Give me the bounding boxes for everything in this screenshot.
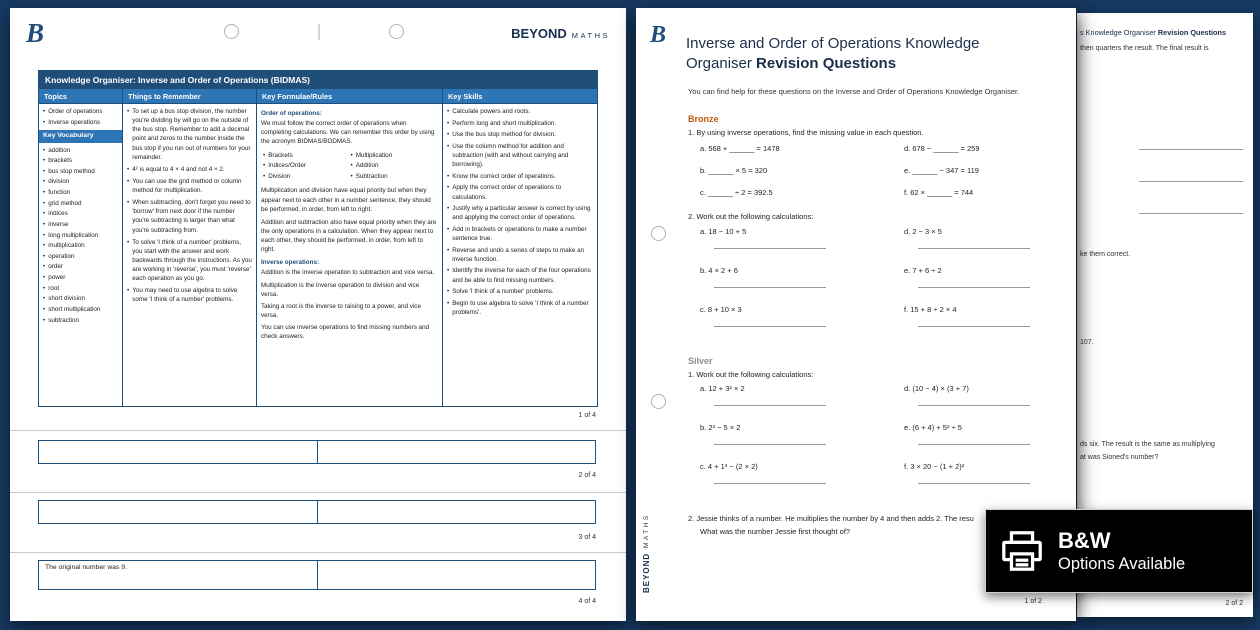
list-item: • function: [43, 189, 71, 197]
inverse-operations-text: [261, 268, 438, 341]
list-item: • Multiplication: [350, 151, 393, 159]
list-item: • bus stop method: [43, 167, 95, 175]
title-fragment-regular: s Knowledge Organiser: [1080, 28, 1158, 37]
acronym-right: [351, 151, 439, 183]
key-skills-column: [443, 89, 597, 406]
list-item: • When subtracting, don't forget you need to 'borrow' from next door if the number you're subtracting is larger than what you're subtracting from.: [127, 199, 251, 234]
page-number-1of2: 1 of 2: [1024, 598, 1042, 605]
topics-column: [39, 89, 123, 406]
brand-maths: MATHS: [643, 512, 650, 548]
printer-icon: [999, 528, 1045, 574]
bw-badge-subtitle: Options Available: [1058, 555, 1186, 574]
page-number-2of2: 2 of 2: [1225, 600, 1243, 607]
list-item: • Apply the correct order of operations to calculations.: [447, 184, 562, 201]
list-item: • Use the bus stop method for division.: [447, 131, 556, 139]
list-item: • Calculate powers and roots.: [447, 108, 531, 115]
acronym-left: [263, 151, 351, 183]
title-regular: Inverse and Order of Operations Knowledge Organiser: [686, 35, 980, 73]
bronze-section-label: Bronze: [688, 114, 719, 124]
list-item: b. 2³ − 5 × 2: [700, 423, 826, 445]
bw-badge-title: B&W: [1058, 527, 1111, 553]
page2-title-fragment: [1080, 28, 1226, 37]
binder-mark: [318, 24, 320, 40]
silver-section-label: Silver: [688, 356, 713, 366]
list-item: • Solve 'I think of a number' problems.: [447, 288, 554, 296]
question-fragment: ke them correct.: [1080, 251, 1131, 258]
list-item: d. (10 − 4) × (3 + 7): [904, 384, 1030, 406]
list-item: • Addition: [350, 162, 379, 170]
topics-list: [43, 107, 118, 127]
remember-list: [127, 107, 252, 305]
silver-q1-right: [904, 384, 1030, 501]
list-item: d. 678 − ______ = 259: [904, 144, 980, 153]
bw-options-badge: [985, 509, 1253, 593]
list-item: f. 62 × ______ = 744: [904, 188, 974, 197]
list-item: Taking a root is the inverse to raising to a power, and vice versa.: [261, 302, 421, 319]
bronze-q1-right: [904, 144, 980, 210]
list-item: e. ______ − 347 = 119: [904, 166, 979, 175]
list-item: • operation: [43, 252, 75, 260]
list-item: • division: [43, 178, 70, 186]
question-fragment: 107.: [1080, 339, 1094, 346]
bidmas-acronym: [263, 151, 438, 183]
beyond-logo-icon: B: [650, 22, 667, 48]
list-item: • grid method: [43, 199, 82, 207]
list-item: b. 4 × 2 + 6: [700, 266, 826, 288]
list-item: a. 12 + 3² × 2: [700, 384, 826, 406]
list-item: You can use inverse operations to find missing numbers and check answers.: [261, 324, 430, 341]
silver-q1-text: 1. Work out the following calculations:: [688, 370, 814, 379]
beyond-logo-icon: B: [26, 18, 45, 48]
list-item: • Brackets: [263, 151, 293, 159]
priority-paragraph-1: Multiplication and division have equal priority but when they appear next to each other in a number sentence, they should be performed, in order, from left to right.: [261, 187, 431, 213]
page3-table-row: [38, 500, 596, 524]
knowledge-organiser-document: [10, 8, 626, 621]
list-item: • root: [43, 284, 60, 292]
list-item: • 4² is equal to 4 × 4 and not 4 × 2.: [127, 165, 225, 173]
list-item: c. ______ ÷ 2 = 392.5: [700, 188, 773, 197]
list-item: d. 2 − 3 × 5: [904, 227, 1030, 249]
silver-q1-left: [700, 384, 826, 501]
list-item: • Perform long and short multiplication.: [447, 119, 557, 127]
list-item: • order: [43, 263, 63, 271]
page4-table-row: [38, 560, 596, 590]
column-header-topics: Topics: [39, 89, 122, 104]
page-title: [686, 34, 1034, 75]
order-of-operations-heading: Order of operations:: [261, 110, 322, 117]
brand-beyond: BEYOND: [642, 552, 651, 593]
page-edge: [10, 492, 626, 493]
column-header-skills: Key Skills: [443, 89, 597, 104]
list-item: e. (6 + 4) + 5² ÷ 5: [904, 423, 1030, 445]
list-item: • subtraction: [43, 316, 80, 324]
list-item: • inverse: [43, 220, 69, 228]
binder-hole-icon: [651, 394, 666, 409]
list-item: • To solve 'I think of a number' problems, you start with the answer and work backwards through the instructions. As you are working in 'reverse', you must 'reverse' each operation as you go.: [127, 238, 252, 283]
list-item: e. 7 + 6 ÷ 2: [904, 266, 1030, 288]
beyond-maths-vertical-logo: [642, 513, 651, 593]
knowledge-organiser-table: [38, 70, 598, 407]
list-item: a. 18 − 10 + 5: [700, 227, 826, 249]
page-edge: [10, 552, 626, 553]
brand-maths: MATHS: [571, 31, 610, 40]
list-item: • brackets: [43, 157, 73, 165]
list-item: b. ______ × 5 = 320: [700, 166, 768, 175]
list-item: f. 15 + 8 ÷ 2 × 4: [904, 305, 1030, 327]
list-item: c. 8 + 10 × 3: [700, 305, 826, 327]
things-to-remember-column: [123, 89, 257, 406]
list-item: • Justify why a particular answer is correct by using and applying the correct order of operations.: [447, 205, 591, 222]
list-item: • Order of operations: [43, 108, 103, 115]
page4-answer-text: The original number was 9.: [45, 564, 127, 571]
list-item: • Indices/Order: [263, 162, 307, 170]
list-item: • short division: [43, 295, 85, 303]
question-fragment: at was Sioned's number?: [1080, 454, 1159, 461]
bronze-q2-left: [700, 227, 826, 344]
list-item: • Inverse operations: [43, 118, 101, 126]
list-item: • Subtraction: [350, 172, 388, 180]
list-item: • You can use the grid method or column method for multiplication.: [127, 177, 242, 194]
list-item: a. 568 + ______ = 1478: [700, 144, 780, 153]
column-header-formulae: Key Formulae/Rules: [257, 89, 442, 104]
list-item: • long multiplication: [43, 231, 99, 239]
silver-q2-line1: 2. Jessie thinks of a number. He multiplies the number by 4 and then adds 2. The resu: [688, 514, 974, 523]
page-number-2of4: 2 of 4: [578, 472, 596, 479]
key-formulae-column: [257, 89, 443, 406]
answer-line: [1139, 213, 1243, 214]
list-item: Addition is the inverse operation to subtraction and vice versa.: [261, 269, 435, 277]
list-item: • Identify the inverse for each of the four operations and be able to find missing numbers.: [447, 267, 591, 284]
answer-line: [1139, 181, 1243, 182]
beyond-maths-logo: [511, 26, 610, 41]
priority-paragraph-2: Addition and subtraction also have equal priority when they are the only operations in a calculation. When they appear next to each other, they should be performed, in order, from left to right.: [261, 218, 437, 254]
bronze-q1-left: [700, 144, 780, 210]
vocabulary-list: [43, 146, 118, 325]
page-number-3of4: 3 of 4: [578, 534, 596, 541]
brand-beyond: BEYOND: [511, 26, 567, 41]
list-item: • Use the column method for addition and subtraction (with and without carrying and borrowing).: [447, 142, 569, 169]
list-item: • power: [43, 274, 66, 282]
intro-text: You can find help for these questions on the Inverse and Order of Operations Knowledge Organiser.: [688, 87, 1020, 96]
page-number-1of4: 1 of 4: [578, 412, 596, 419]
key-vocabulary-header: Key Vocabulary: [39, 130, 122, 143]
list-item: • indices: [43, 210, 68, 218]
bronze-q2-text: 2. Work out the following calculations:: [688, 212, 814, 221]
page2-table-row: [38, 440, 596, 464]
table-title: Knowledge Organiser: Inverse and Order of Operations (BIDMAS): [39, 71, 597, 89]
bronze-q2-right: [904, 227, 1030, 344]
list-item: • multiplication: [43, 242, 85, 250]
list-item: • To set up a bus stop division, the number you're dividing by will go on the outside of the bus stop. Remember to add a decimal point and zeros to the number inside the bus stop if you run out of numbers for your remainder.: [127, 108, 251, 161]
list-item: • You may need to use algebra to solve some 'I think of a number' problems.: [127, 287, 238, 304]
silver-q2-line2: What was the number Jessie first thought of?: [700, 527, 851, 536]
list-item: • Begin to use algebra to solve 'I think of a number problems'.: [447, 299, 589, 316]
question-fragment: ds six. The result is the same as multiplying: [1080, 441, 1215, 448]
column-header-remember: Things to Remember: [123, 89, 256, 104]
list-item: • short multiplication: [43, 305, 101, 313]
list-item: Multiplication is the inverse operation to division and vice versa.: [261, 281, 420, 298]
list-item: • Know the correct order of operations.: [447, 172, 556, 180]
list-item: • Reverse and undo a series of steps to make an inverse function.: [447, 246, 585, 263]
skills-list: [447, 107, 593, 317]
list-item: • Add in brackets or operations to make a number sentence true.: [447, 225, 587, 242]
list-item: • Division: [263, 172, 291, 180]
list-item: • addition: [43, 146, 71, 154]
page-edge: [10, 430, 626, 431]
list-item: c. 4 + 1³ − (2 × 2): [700, 462, 826, 484]
question-fragment: then quarters the result. The final result is: [1080, 45, 1209, 52]
binder-hole-icon: [651, 226, 666, 241]
page-number-4of4: 4 of 4: [578, 598, 596, 605]
order-of-operations-text: We must follow the correct order of operations when completing calculations. We can remember this order by using the acronym BIDMAS/BODMAS.: [261, 120, 435, 146]
title-bold: Revision Questions: [756, 55, 897, 73]
bronze-q1-text: 1. By using inverse operations, find the missing value in each question.: [688, 128, 924, 137]
inverse-operations-heading: Inverse operations:: [261, 259, 320, 267]
title-fragment-bold: Revision Questions: [1157, 28, 1227, 37]
binder-hole-icon: [224, 24, 239, 39]
binder-hole-icon: [389, 24, 404, 39]
answer-line: [1139, 149, 1243, 150]
list-item: f. 3 × 20 − (1 + 2)²: [904, 462, 1030, 484]
